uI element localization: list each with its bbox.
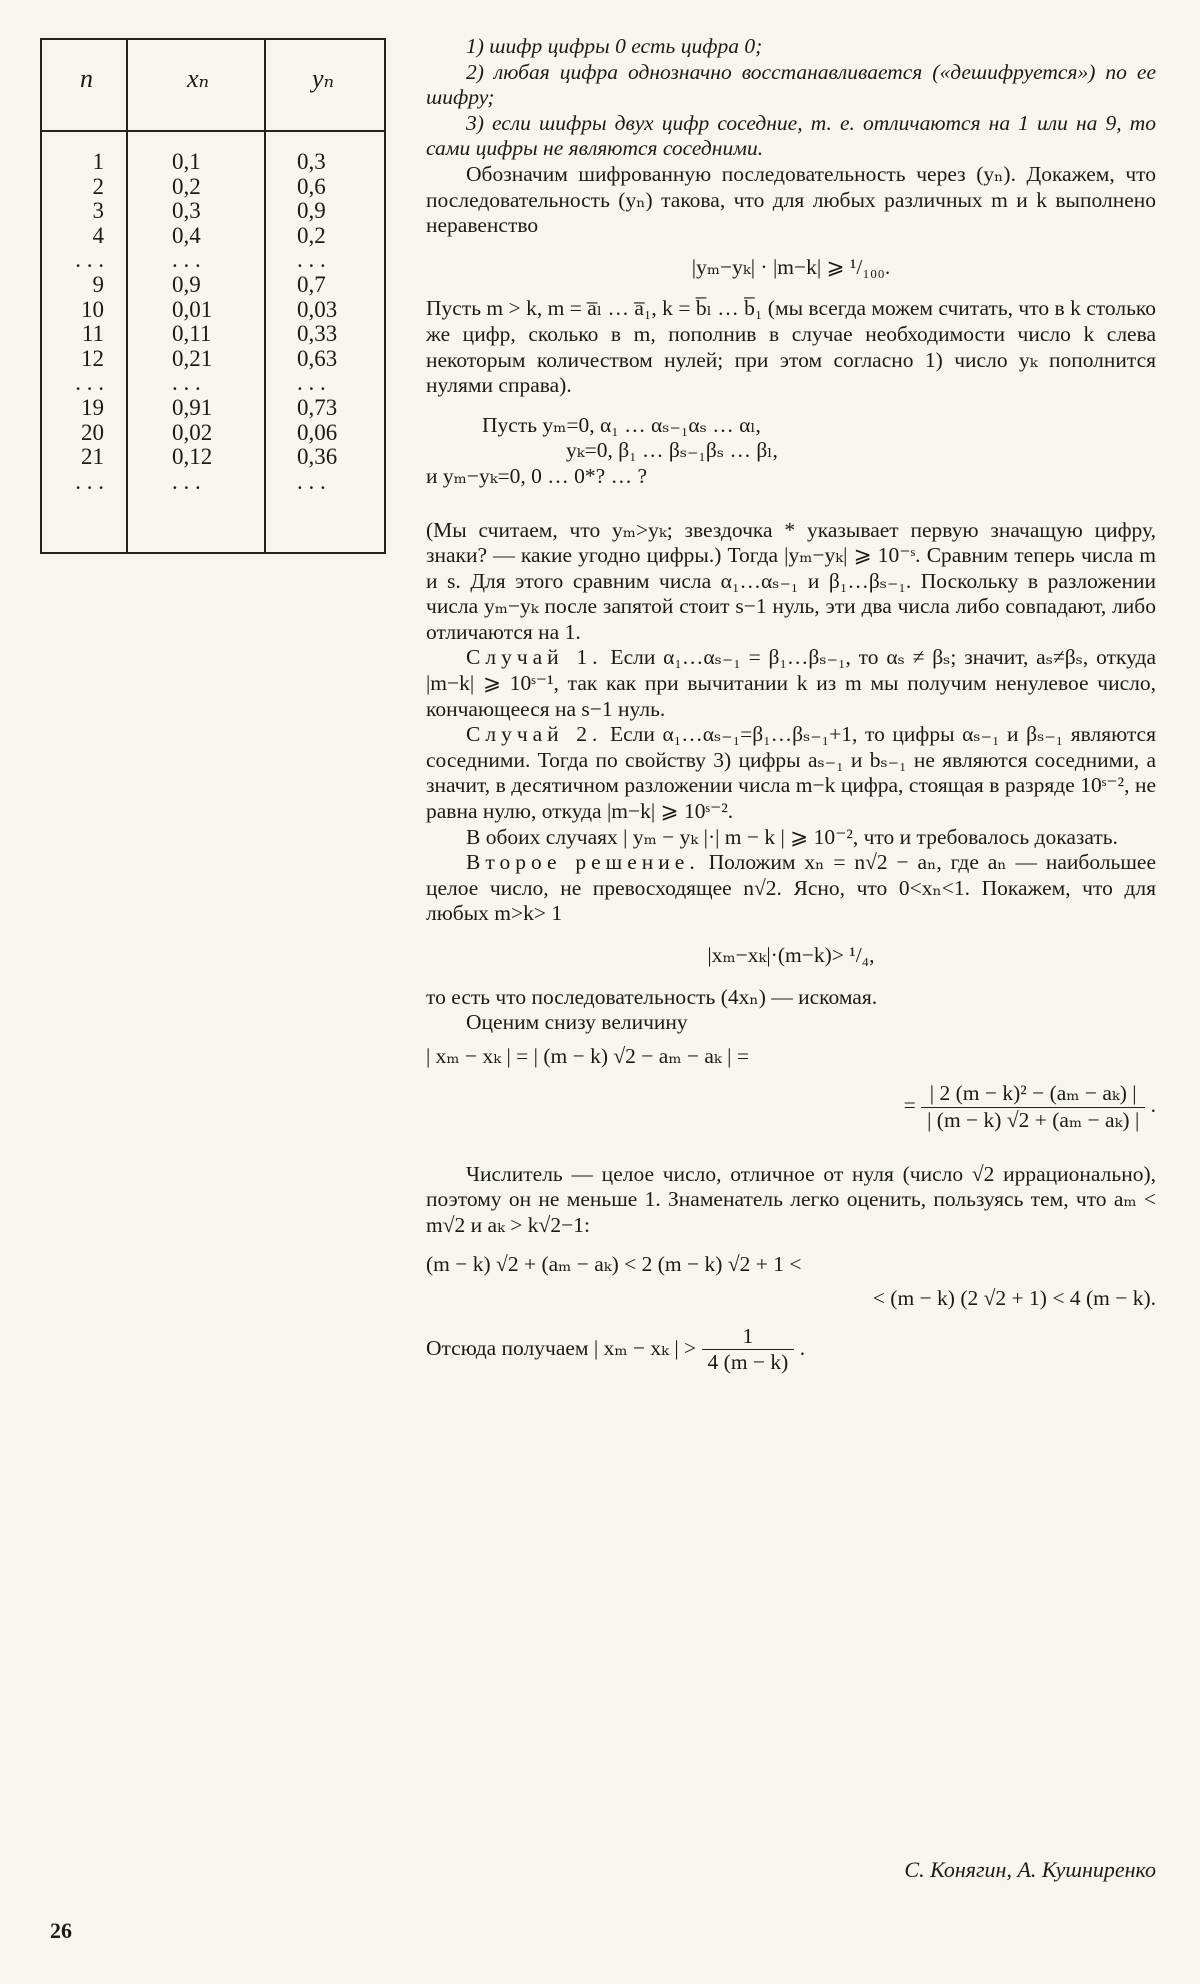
formula-5-end: . — [1150, 1093, 1156, 1118]
formula-7-prefix: Отсюда получаем | xₘ − xₖ | > — [426, 1335, 697, 1360]
table-row — [42, 371, 384, 396]
table-cell: 0,7 — [297, 271, 326, 297]
table-cell: 0,06 — [297, 419, 338, 445]
formula-7-numerator: 1 — [702, 1324, 795, 1351]
case-2-text: Если α₁…αₛ₋₁=β₁…βₛ₋₁+1, то цифры αₛ₋₁ и βₛ₋₁ являются соседними. Тогда по свойству 3) цифры aₛ₋₁ и bₛ₋₁ не являются соседними, а значит, в десятичном разложении числа m−k цифра, стоящая в разряде 10ˢ⁻², не равна нулю, откуда |m−k| ⩾ 10ˢ⁻². — [426, 722, 1156, 824]
case-2 — [426, 722, 1156, 824]
paragraph-6: то есть что последовательность (4xₙ) — искомая. — [426, 984, 878, 1009]
table-cell: 10 — [81, 296, 104, 322]
table-row — [42, 396, 384, 421]
table-cell: 0,91 — [172, 394, 213, 420]
table-cell: 0,9 — [172, 271, 201, 297]
table-cell: . . . — [75, 468, 104, 494]
formula-6b: < (m − k) (2 √2 + 1) < 4 (m − k). — [872, 1285, 1156, 1310]
case-1 — [426, 645, 1156, 722]
table-row — [42, 298, 384, 323]
table-row — [42, 470, 384, 495]
table-cell: . . . — [172, 370, 201, 396]
table-cell: . . . — [172, 247, 201, 273]
table-row — [42, 199, 384, 224]
spacer — [426, 1134, 1156, 1162]
table-row — [42, 347, 384, 372]
formula-7-fraction — [702, 1324, 795, 1376]
formula-5-eq: = — [903, 1093, 916, 1118]
table-cell: . . . — [297, 247, 326, 273]
table-cell: 0,21 — [172, 345, 213, 371]
formula-3: |xₘ−xₖ|·(m−k)> ¹/₄, — [707, 943, 875, 967]
table-row — [42, 421, 384, 446]
table-row — [42, 445, 384, 470]
formula-5-denominator: | (m − k) √2 + (aₘ − aₖ) | — [927, 1107, 1140, 1132]
second-solution-label: Второе решение. — [466, 850, 700, 875]
paragraph-1: Обозначим шифрованную последовательность через (yₙ). Докажем, что последовательность (yₙ) такова, что для любых различных m и k выполнено неравенство — [426, 161, 1156, 238]
table-cell: 0,36 — [297, 444, 338, 470]
table-cell: 0,1 — [172, 149, 201, 174]
table-cell: 12 — [81, 345, 104, 371]
table-cell: 0,01 — [172, 296, 213, 322]
formula-5 — [426, 1081, 1156, 1133]
table-cell: 0,6 — [297, 173, 326, 199]
table-cell: 0,11 — [172, 321, 212, 347]
formula-5-numerator: | 2 (m − k)² − (aₘ − aₖ) | — [921, 1081, 1145, 1108]
table-cell: 2 — [92, 173, 104, 199]
table-cell: 0,63 — [297, 345, 338, 371]
table-cell: . . . — [75, 247, 104, 273]
table-cell: 0,3 — [172, 198, 201, 224]
table-cell: 0,33 — [297, 321, 338, 347]
table-cell: 4 — [92, 222, 104, 248]
table-row — [42, 175, 384, 200]
table-body — [42, 150, 384, 494]
table-cell: 0,12 — [172, 444, 213, 470]
formula-7-end: . — [799, 1335, 806, 1360]
table-cell: 20 — [81, 419, 104, 445]
table-header-n: n — [80, 64, 93, 93]
table-row — [42, 273, 384, 298]
table-cell: 0,03 — [297, 296, 338, 322]
table-cell: . . . — [297, 468, 326, 494]
table-cell: 0,4 — [172, 222, 201, 248]
formula-1: |yₘ−yₖ| · |m−k| ⩾ ¹/₁₀₀. — [691, 254, 891, 279]
spacer — [426, 490, 1156, 518]
formula-6a: (m − k) √2 + (aₘ − aₖ) < 2 (m − k) √2 + 1 < — [426, 1252, 802, 1277]
formula-2b: yₖ=0, β₁ … βₛ₋₁βₛ … βₗ, — [566, 438, 778, 463]
author-signature: С. Конягин, А. Кушниренко — [904, 1857, 1156, 1882]
table-header-rule — [42, 130, 384, 132]
table-cell: 11 — [81, 321, 104, 347]
table-cell: . . . — [75, 370, 104, 396]
table-row — [42, 322, 384, 347]
table-cell: 0,2 — [172, 173, 201, 199]
text-column — [426, 34, 1156, 1376]
rule-1: 1) шифр цифры 0 есть цифра 0; — [466, 34, 763, 58]
rule-2: 2) любая цифра однозначно восстанавливается («дешифруется») по ее шифру; — [426, 59, 1156, 110]
spacer — [426, 399, 1156, 413]
paragraph-3: (Мы считаем, что yₘ>yₖ; звездочка * указывает первую значащую цифру, знаки? — какие угодно цифры.) Тогда |yₘ−yₖ| ⩾ 10⁻ˢ. Сравним теперь числа m и s. Для этого сравним числа α₁…αₛ₋₁ и β₁…βₛ₋₁. Поскольку в разложении числа yₘ−yₖ после запятой стоит s−1 нуль, эти два числа либо совпадают, либо отличаются на 1. — [426, 517, 1156, 644]
table-cell: . . . — [297, 370, 326, 396]
formula-7 — [426, 1324, 1156, 1376]
table-cell: 0,02 — [172, 419, 213, 445]
table-header-xn: xₙ — [187, 64, 210, 93]
table-cell: 0,9 — [297, 198, 326, 224]
table-row — [42, 150, 384, 175]
table-cell: 1 — [92, 149, 104, 174]
sequence-table — [40, 38, 386, 554]
formula-4: | xₘ − xₖ | = | (m − k) √2 − aₘ − aₖ | = — [426, 1043, 749, 1068]
paragraph-2: Пусть m > k, m = a̅ₗ … a̅₁, k = b̅ₗ … b̅₁ (мы всегда можем считать, что в k столько же цифр, сколько в m, пополнив в случае необходимости число k слева некоторым количеством нулей; при этом согласно 1) число yₖ пополнится нулями справа). — [426, 296, 1156, 398]
table-cell: 0,73 — [297, 394, 338, 420]
table-cell: 0,3 — [297, 149, 326, 174]
table-cell: 21 — [81, 444, 104, 470]
second-solution-text: Положим xₙ = n√2 − aₙ, где aₙ — наибольшее целое число, не превосходящее n√2. Ясно, что 0<xₙ<1. Покажем, что для любых m>k> 1 — [426, 850, 1156, 926]
table-cell: 0,2 — [297, 222, 326, 248]
table-header-yn: yₙ — [312, 64, 335, 93]
formula-2c: и yₘ−yₖ=0, 0 … 0*? … ? — [426, 463, 647, 488]
spacer — [426, 1238, 1156, 1252]
case-2-label: Случай 2. — [466, 722, 603, 747]
second-solution — [426, 850, 1156, 927]
paragraph-8: Числитель — целое число, отличное от нуля (число √2 иррационально), поэтому он не меньше 1. Знаменатель легко оценить, пользуясь тем, что aₘ < m√2 и aₖ > k√2−1: — [426, 1161, 1156, 1237]
page-number: 26 — [50, 1918, 72, 1943]
table-cell: 9 — [92, 271, 104, 297]
table-row — [42, 248, 384, 273]
table-cell: . . . — [172, 468, 201, 494]
table-cell: 3 — [92, 198, 104, 224]
formula-2a: Пусть yₘ=0, α₁ … αₛ₋₁αₛ … αₗ, — [482, 412, 761, 437]
case-1-label: Случай 1. — [466, 645, 603, 670]
rule-3: 3) если шифры двух цифр соседние, т. е. отличаются на 1 или на 9, то сами цифры не являются соседними. — [426, 110, 1156, 161]
table-cell: 19 — [81, 394, 104, 420]
paragraph-4: В обоих случаях | yₘ − yₖ |·| m − k | ⩾ 10⁻², что и требовалось доказать. — [466, 824, 1118, 849]
case-1-text: Если α₁…αₛ₋₁ = β₁…βₛ₋₁, то αₛ ≠ βₛ; значит, aₛ≠βₛ, откуда |m−k| ⩾ 10ˢ⁻¹, так как при вычитании k из m мы получим ненулевое число, кончающееся на s−1 нуль. — [426, 645, 1156, 721]
paragraph-7: Оценим снизу величину — [466, 1010, 688, 1035]
formula-7-denominator: 4 (m − k) — [707, 1350, 789, 1375]
table-row — [42, 224, 384, 249]
formula-5-fraction — [921, 1081, 1145, 1133]
